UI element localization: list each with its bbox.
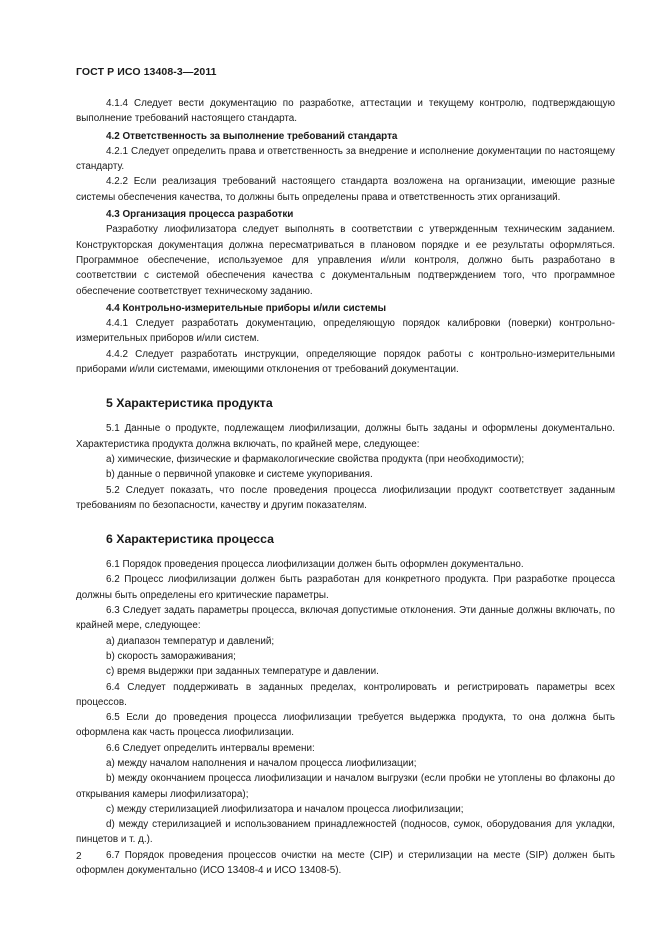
- list-item-6-6-d: d) между стерилизацией и использованием принадлежностей (подносов, сумок, оборудования для укладки, пинцетов и т. д.).: [76, 819, 615, 846]
- paragraph-6-6: 6.6 Следует определить интервалы времени:: [106, 742, 315, 754]
- paragraph-5-2: 5.2 Следует показать, что после проведения процесса лиофилизации продукт соответствует заданным требованиям по безопасности, качеству и другим показателям.: [76, 484, 615, 511]
- list-item-6-3-a: a) диапазон температур и давлений;: [106, 635, 275, 647]
- subsection-heading-4-3: 4.3 Организация процесса разработки: [106, 209, 294, 221]
- page-number: 2: [76, 851, 82, 862]
- section-heading-5-text: 5 Характеристика продукта: [106, 396, 273, 411]
- list-item-6-3-c: c) время выдержки при заданных температуре и давлении.: [106, 666, 379, 678]
- subsection-heading-4-4: 4.4 Контрольно-измерительные приборы и/или системы: [106, 302, 387, 314]
- list-item-6-3-b: b) скорость замораживания;: [106, 650, 236, 662]
- section-heading-6: [106, 532, 615, 547]
- subsection-heading-4-2: 4.2 Ответственность за выполнение требований стандарта: [106, 130, 398, 142]
- list-item-5-1-b: b) данные о первичной упаковке и системе укупоривания.: [106, 469, 373, 481]
- list-item-5-1-a: a) химические, физические и фармакологические свойства продукта (при необходимости);: [106, 453, 525, 465]
- document-header: ГОСТ Р ИСО 13408-3—2011: [76, 66, 217, 78]
- list-item-6-6-b: b) между окончанием процесса лиофилизации и началом выгрузки (если пробки не утоплены во флаконы до открывания камеры лиофилизатора);: [76, 773, 615, 800]
- list-item-6-6-a: a) между началом наполнения и началом процесса лиофилизации;: [106, 757, 417, 769]
- paragraph-6-5: 6.5 Если до проведения процесса лиофилизации требуется выдержка продукта, то она должна быть оформлена как часть процесса лиофилизации.: [76, 712, 615, 739]
- paragraph-4-4-1: 4.4.1 Следует разработать документацию, определяющую порядок калибровки (поверки) контрольно-измерительных приборов и/или систем.: [76, 318, 615, 345]
- paragraph-6-2: 6.2 Процесс лиофилизации должен быть разработан для конкретного продукта. При разработке процесса должны быть определены его критические параметры.: [76, 574, 615, 601]
- paragraph-4-4-2: 4.4.2 Следует разработать инструкции, определяющие порядок работы с контрольно-измерительными приборами и/или системами, имеющими отклонения от требований документации.: [76, 348, 615, 376]
- section-heading-5: [106, 396, 615, 411]
- paragraph-4-2-1: 4.2.1 Следует определить права и ответственность за внедрение и исполнение документации по настоящему стандарту.: [76, 145, 615, 173]
- paragraph-4-3: Разработку лиофилизатора следует выполнять в соответствии с утвержденным техническим заданием. Конструкторская документация должна пересматриваться в плановом порядке и ее результаты оформляться. Программное обеспечение, используемое для управления и/или контроля, должно быть разработано в соответствии с системой обеспечения качества с документальным подтверждением того, что программное обеспечение соответствует техническому заданию.: [76, 224, 615, 297]
- list-item-6-6-c: c) между стерилизацией лиофилизатора и началом процесса лиофилизации;: [106, 803, 464, 815]
- document-body: [76, 96, 615, 878]
- paragraph-6-4: 6.4 Следует поддерживать в заданных пределах, контролировать и регистрировать параметры всех процессов.: [76, 681, 615, 708]
- paragraph-6-7: 6.7 Порядок проведения процессов очистки на месте (CIP) и стерилизации на месте (SIP) должен быть оформлен документально (ИСО 13408-4 и ИСО 13408-5).: [76, 849, 615, 877]
- paragraph-6-3: 6.3 Следует задать параметры процесса, включая допустимые отклонения. Эти данные должны включать, по крайней мере, следующее:: [76, 605, 615, 632]
- paragraph-4-1-4: 4.1.4 Следует вести документацию по разработке, аттестации и текущему контролю, подтверждающую выполнение требований настоящего стандарта.: [76, 98, 615, 125]
- paragraph-4-2-2: 4.2.2 Если реализация требований настоящего стандарта возложена на организации, имеющие разные системы обеспечения качества, то должны быть определены права и ответственность этих организаций.: [76, 176, 615, 203]
- section-heading-6-text: 6 Характеристика процесса: [106, 532, 274, 547]
- paragraph-6-1: 6.1 Порядок проведения процесса лиофилизации должен быть оформлен документально.: [106, 559, 524, 571]
- paragraph-5-1: 5.1 Данные о продукте, подлежащем лиофилизации, должны быть заданы и оформлены документально. Характеристика продукта должна включать, по крайней мере, следующее:: [76, 423, 615, 450]
